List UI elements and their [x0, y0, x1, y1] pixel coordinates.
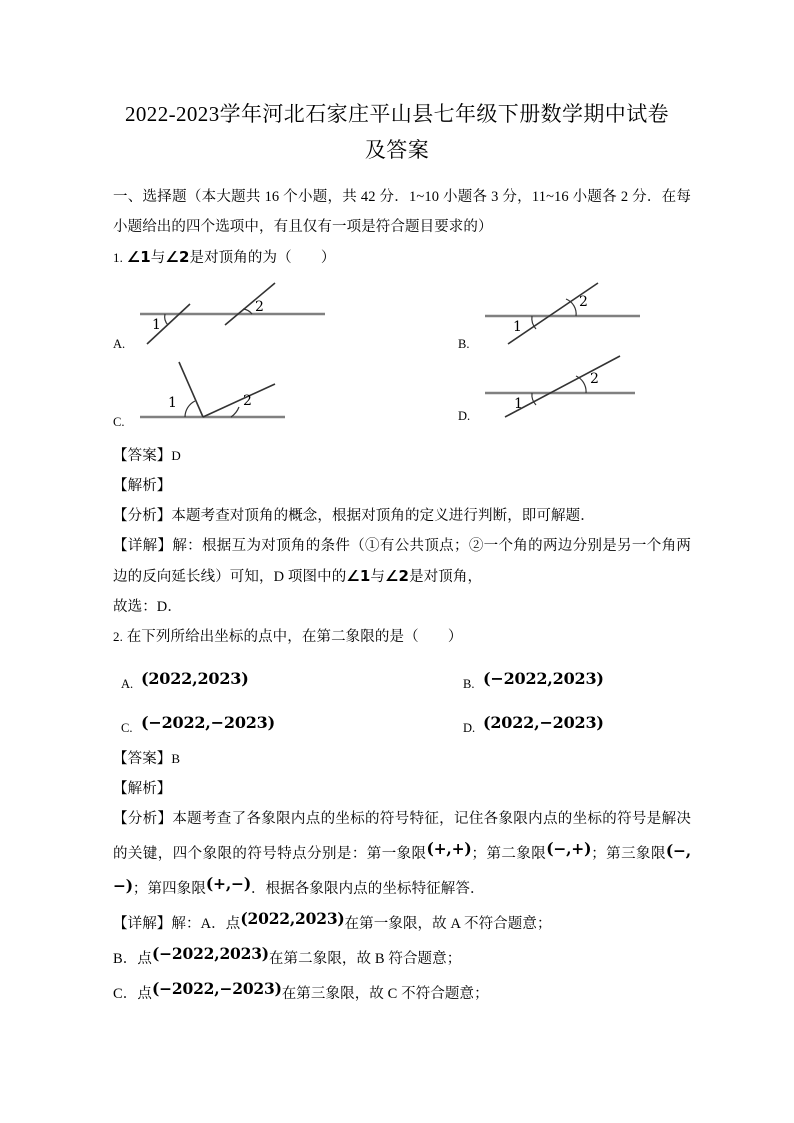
- question-2-stem-text: 在下列所给出坐标的点中，在第二象限的是（ ）: [126, 629, 463, 645]
- svg-text:1: 1: [168, 395, 177, 411]
- question-1-option-d[interactable]: [458, 353, 738, 425]
- question-2-fenxi-text-2: ；第二象限: [471, 846, 547, 862]
- question-2-number: 2.: [113, 629, 123, 644]
- question-2-solution-line-1: [113, 904, 691, 939]
- question-2-xiangjie-label: 【详解】: [113, 916, 172, 932]
- question-2-solution-3-suffix: 在第三象限，故 C 不符合题意；: [281, 986, 489, 1002]
- question-1-analysis-label: 【解析】: [113, 478, 172, 494]
- question-1-stem-tail: 是对顶角的为（ ）: [189, 250, 336, 266]
- question-2-analysis-label: 【解析】: [113, 781, 172, 797]
- question-2-fenxi: [113, 804, 691, 904]
- question-1-option-a-letter: A.: [113, 337, 126, 351]
- figure-b-diagram: [480, 281, 680, 349]
- question-1-fenxi: [113, 501, 691, 531]
- question-1-option-d-letter: D.: [458, 409, 471, 423]
- figure-d-diagram: [480, 353, 680, 421]
- question-1-number: 1.: [113, 250, 123, 265]
- question-1-option-c[interactable]: [113, 359, 393, 431]
- question-2-answer-label: 【答案】: [113, 751, 172, 767]
- question-1-xiangjie-text-2: 是对顶角，: [409, 569, 483, 585]
- question-2-solution-2-prefix: B．点: [113, 951, 152, 967]
- question-2-solution-1-prefix: 解：A．点: [171, 916, 241, 932]
- question-2-solution-3-value: (−2022,−2023): [151, 979, 282, 998]
- svg-text:2: 2: [579, 294, 588, 310]
- question-1-xiangjie-text-1: 解：根据互为对顶角的条件（①有公共顶点；②一个角的两边分别是另一个角两边的反向延长线）可知，D 项图中的: [113, 538, 691, 585]
- question-1-fenxi-label: 【分析】: [113, 508, 172, 524]
- question-1-answer-label: 【答案】: [113, 448, 172, 464]
- question-2-option-b-letter: B.: [463, 677, 475, 691]
- question-1-angle-1: ∠1: [126, 248, 151, 266]
- document-body: [113, 182, 691, 1009]
- svg-text:2: 2: [590, 371, 599, 387]
- question-2-fenxi-label: 【分析】: [113, 811, 173, 827]
- question-2-option-c[interactable]: [121, 702, 421, 742]
- question-2-solution-line-2: [113, 939, 691, 974]
- question-1-xiangjie-mid: 与: [370, 569, 385, 585]
- question-2-solution-1-suffix: 在第一象限，故 A 不符合题意；: [344, 916, 552, 932]
- question-1-figure-options: [113, 281, 691, 441]
- question-2-option-a[interactable]: [121, 658, 421, 698]
- question-1-angle-2: ∠2: [165, 248, 190, 266]
- figure-a-diagram: [135, 281, 335, 349]
- question-2-solution-2-value: (−2022,2023): [151, 944, 269, 963]
- question-2-solution-3-prefix: C．点: [113, 986, 152, 1002]
- section-heading: 一、选择题（本大题共 16 个小题，共 42 分．1~10 小题各 3 分，11~16 小题各 2 分．在每小题给出的四个选项中，有且仅有一项是符合题目要求的）: [113, 189, 691, 235]
- question-1-stem-mid: 与: [150, 250, 166, 266]
- svg-text:1: 1: [513, 319, 522, 335]
- question-2-option-b[interactable]: [463, 658, 763, 698]
- question-1-option-b[interactable]: [458, 281, 738, 353]
- question-1-option-a[interactable]: [113, 281, 393, 353]
- page-title: [0, 0, 794, 168]
- quadrant-4-sign: (+,−): [205, 874, 251, 893]
- question-1-answer-value: D: [171, 448, 181, 463]
- svg-text:1: 1: [152, 317, 161, 333]
- question-2-fenxi-text-4: ；第四象限: [132, 881, 206, 897]
- quadrant-3-sign: (−,−): [113, 841, 691, 895]
- question-2-option-d-letter: D.: [463, 721, 476, 735]
- svg-text:2: 2: [243, 393, 252, 409]
- question-2-solution-1-value: (2022,2023): [240, 909, 345, 928]
- page-title-line-1: 2022-2023学年河北石家庄平山县七年级下册数学期中试卷: [125, 102, 669, 126]
- question-2-answer: [113, 744, 691, 774]
- question-1-answer: [113, 441, 691, 471]
- question-2-stem: [113, 622, 691, 652]
- quadrant-2-sign: (−,+): [546, 839, 592, 858]
- question-2-fenxi-text-5: ．根据各象限内点的坐标特征解答．: [250, 881, 485, 897]
- question-1-fenxi-text: 本题考查对顶角的概念，根据对顶角的定义进行判断，即可解题．: [171, 508, 595, 524]
- question-1-stem: [113, 242, 691, 273]
- question-1-xiangjie: [113, 531, 691, 592]
- question-2-option-d[interactable]: [463, 702, 763, 742]
- svg-text:1: 1: [514, 396, 523, 412]
- question-2-options: [113, 658, 691, 744]
- question-2-option-c-value: (−2022,−2023): [141, 713, 275, 732]
- question-2-solution-2-suffix: 在第二象限，故 B 符合题意；: [268, 951, 462, 967]
- question-1-option-c-letter: C.: [113, 415, 125, 429]
- question-2-solution-line-3: [113, 974, 691, 1009]
- svg-text:2: 2: [255, 299, 264, 315]
- question-1-option-b-letter: B.: [458, 337, 470, 351]
- question-1-xiangjie-angle-2: ∠2: [385, 567, 410, 585]
- question-2-option-b-value: (−2022,2023): [483, 669, 604, 688]
- question-2-answer-value: B: [171, 751, 181, 766]
- question-2-option-c-letter: C.: [121, 721, 133, 735]
- question-2-fenxi-text-3: ；第三象限: [591, 846, 666, 862]
- page-title-line-2: 及答案: [364, 138, 430, 162]
- figure-c-diagram: [135, 359, 335, 427]
- question-2-option-a-value: (2022,2023): [141, 669, 249, 688]
- question-1-xiangjie-angle-1: ∠1: [346, 567, 371, 585]
- question-1-conclusion: 故选：D．: [113, 599, 182, 615]
- question-2-option-d-value: (2022,−2023): [483, 713, 604, 732]
- question-1-xiangjie-label: 【详解】: [113, 538, 173, 554]
- question-2-fenxi-text-1: 本题考查了各象限内点的坐标的符号特征，记住各象限内点的坐标的符号是解决的关键，四个象限的符号特点分别是：第一象限: [113, 811, 691, 862]
- question-2-option-a-letter: A.: [121, 677, 134, 691]
- quadrant-1-sign: (+,+): [426, 839, 472, 858]
